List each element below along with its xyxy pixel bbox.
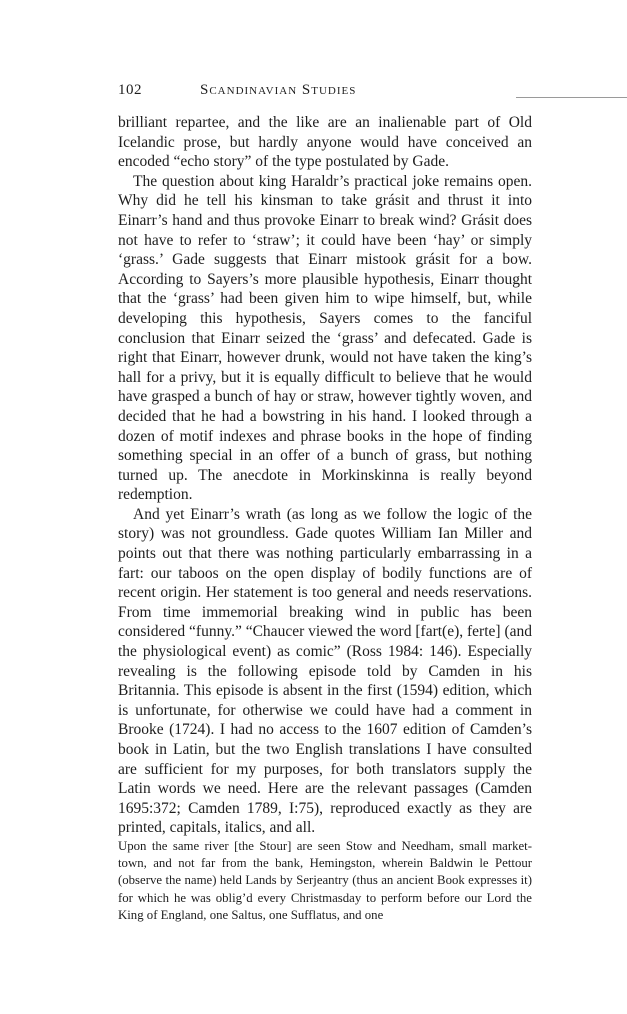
page-header	[118, 80, 530, 100]
block-quote-camden: Upon the same river [the Stour] are seen Stow and Needham, small market-town, and not far from the bank, Hemingston, wherein Baldwin le Pettour (observe the name) held Lands by Serjeantry (thus an ancient Book expresses it) for which he was oblig’d every Christmasday to perform before our Lord the King of England, one Saltus, one Sufflatus, and one	[118, 838, 532, 922]
running-head: Scandinavian Studies	[200, 82, 357, 98]
paragraph-continued: brilliant repartee, and the like are an inalienable part of Old Icelandic prose, but hardly anyone would have conceived an encoded “echo story” of the type postulated by Gade.	[118, 114, 532, 171]
paragraph-einarr-wrath: And yet Einarr’s wrath (as long as we follow the logic of the story) was not groundless. Gade quotes William Ian Miller and points out that there was nothing particularly embarrassing in a fart: our taboos on the open display of bodily functions are of recent origin. Her statement is too general and needs reservations. From time immemorial breaking wind in public has been considered “funny.” “Chaucer viewed the word [fart(e), ferte] (and the physiological event) as comic” (Ross 1984: 146). Especially revealing is the following episode told by Camden in his Britannia. This episode is absent in the first (1594) edition, which is unfortunate, for otherwise we could have had a comment in Brooke (1724). I had no access to the 1607 edition of Camden’s book in Latin, but the two English translations I have consulted are sufficient for my purposes, for both translators supply the Latin words we need. Here are the relevant passages (Camden 1695:372; Camden 1789, I:75), reproduced exactly as they are printed, capitals, italics, and all.	[118, 505, 532, 837]
paragraph-haraldr-joke: The question about king Haraldr’s practical joke remains open. Why did he tell his kinsman to take grásit and thrust it into Einarr’s hand and thus provoke Einarr to break wind? Grásit does not have to refer to ‘straw’; it could have been ‘hay’ or simply ‘grass.’ Gade suggests that Einarr mistook grásit for a bow. According to Sayers’s more plausible hypothesis, Einarr thought that the ‘grass’ had been given him to wipe himself, but, while developing this hypothesis, Sayers comes to the fanciful conclusion that Einarr seized the ‘grass’ and defecated. Gade is right that Einarr, however drunk, would not have taken the king’s hall for a privy, but it is equally difficult to believe that he would have grasped a bunch of hay or straw, however tightly woven, and decided that he had a bowstring in his hand. I looked through a dozen of motif indexes and phrase books in the hope of finding something special in an offer of a bunch of grass, but nothing turned up. The anecdote in Morkinskinna is really beyond redemption.	[118, 172, 532, 504]
page-number: 102	[118, 82, 142, 98]
body-text	[118, 113, 532, 924]
header-rule	[516, 97, 627, 98]
